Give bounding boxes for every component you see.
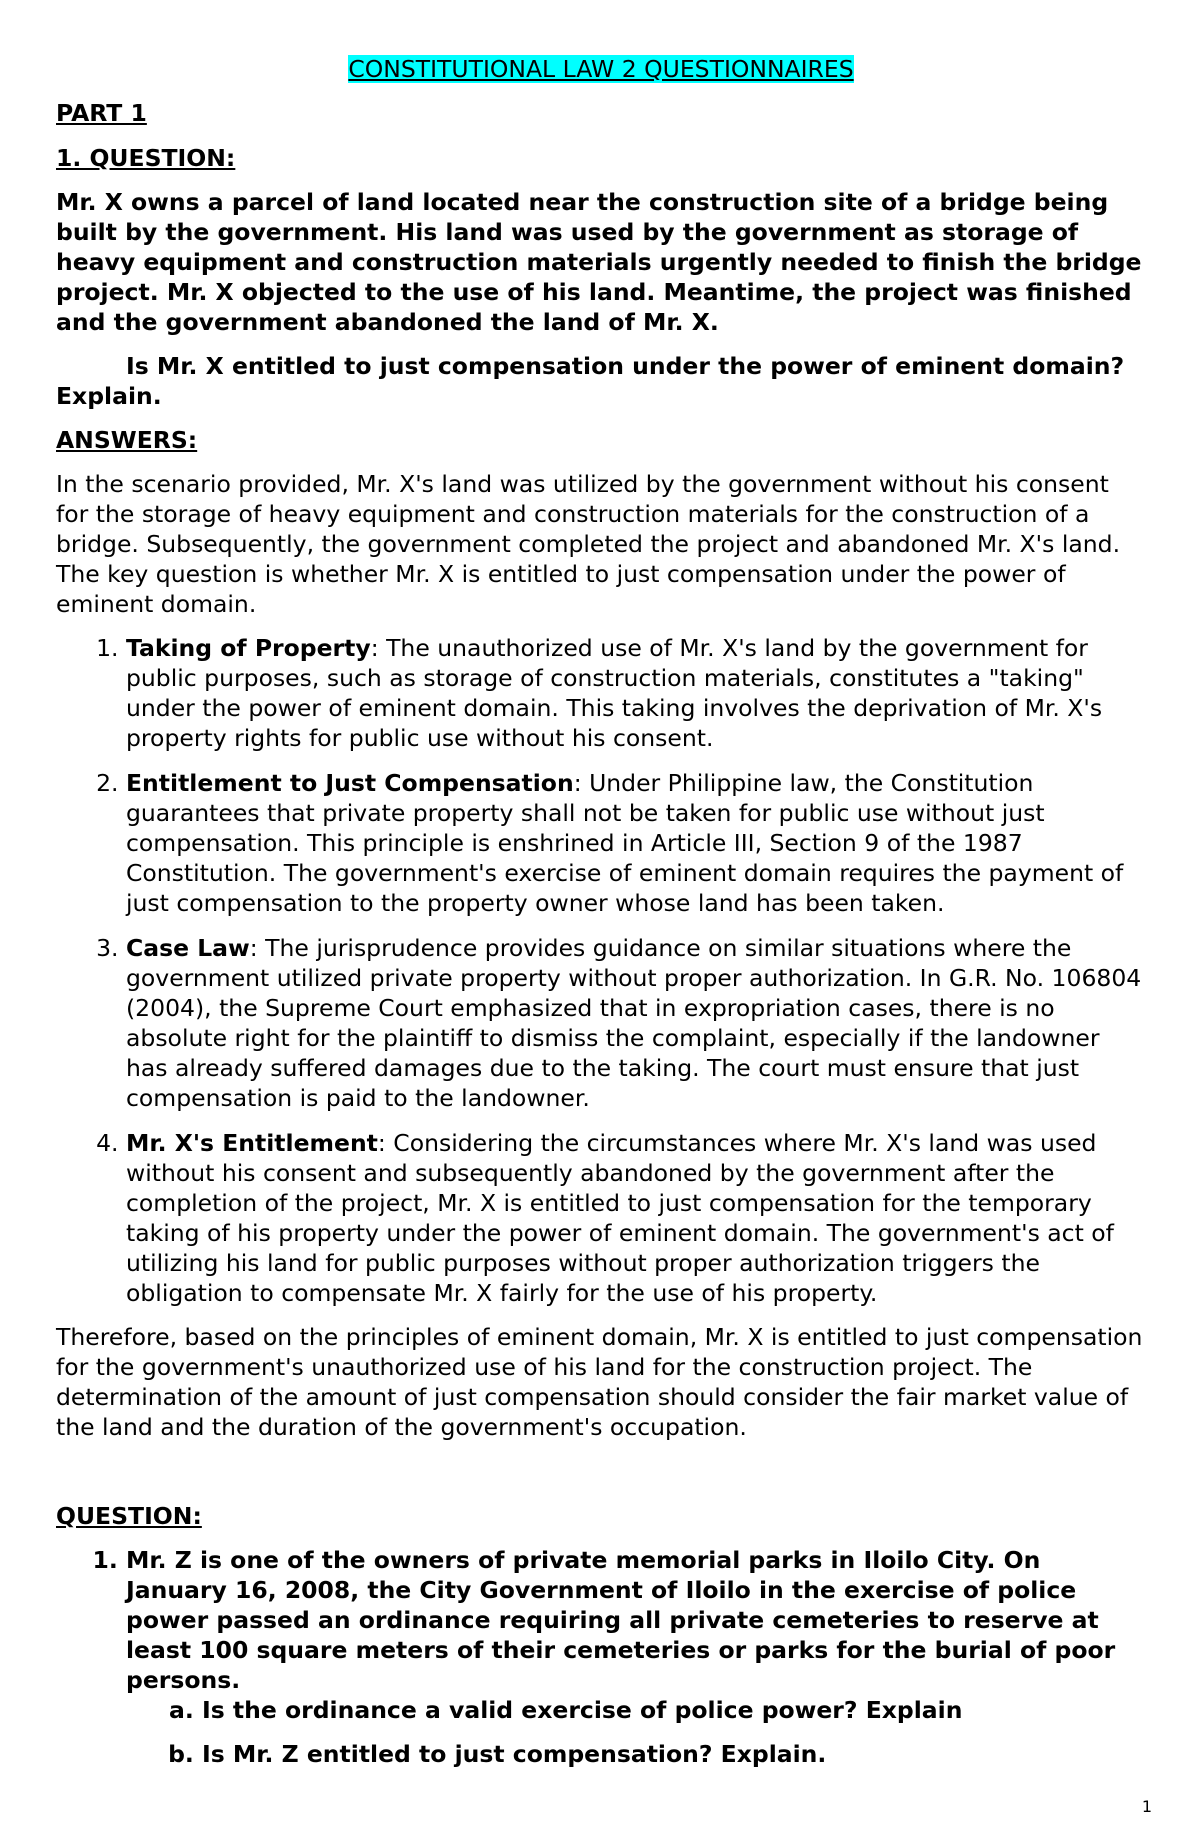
answer-item-title: Entitlement to Just Compensation	[126, 769, 574, 797]
document-page	[56, 54, 1146, 1783]
answer-item-text: : The unauthorized use of Mr. X's land by the government for public purposes, such as storage of construction materials, constitutes a "taking" under the power of eminent domain. This taking involves the deprivation of Mr. X's property rights for public use without his consent.	[126, 634, 1103, 752]
answer-item	[126, 933, 1146, 1113]
answer-item-text: : The jurisprudence provides guidance on similar situations where the government utilized private property without proper authorization. In G.R. No. 106804 (2004), the Supreme Court emphasized that in expropriation cases, there is no absolute right for the plaintiff to dismiss the complaint, especially if the landowner has already suffered damages due to the taking. The court must ensure that just compensation is paid to the landowner.	[126, 934, 1142, 1112]
answer-item-text: : Considering the circumstances where Mr. X's land was used without his consent and subsequently abandoned by the government after the completion of the project, Mr. X is entitled to just compensation for the temporary taking of his property under the power of eminent domain. The government's act of utilizing his land for public purposes without proper authorization triggers the obligation to compensate Mr. X fairly for the use of his property.	[126, 1129, 1114, 1307]
question-1-text: Mr. X owns a parcel of land located near the construction site of a bridge being built by the government. His land was used by the government as storage of heavy equipment and construction materials urgently needed to finish the bridge project. Mr. X objected to the use of his land. Meantime, the project was finished and the government abandoned the land of Mr. X.	[56, 188, 1142, 336]
question-1-ask: Is Mr. X entitled to just compensation under the power of eminent domain? Explain.	[56, 352, 1125, 410]
page-number: 1	[1141, 1797, 1152, 1816]
answer-item-title: Case Law	[126, 934, 250, 962]
document-title: CONSTITUTIONAL LAW 2 QUESTIONNAIRES	[348, 55, 854, 83]
sub-question-a: a. Is the ordinance a valid exercise of police power? Explain	[202, 1695, 1146, 1725]
answer-item-text: : Under Philippine law, the Constitution guarantees that private property shall not be taken for public use without just compensation. This principle is enshrined in Article III, Section 9 of the 1987 Constitution. The government's exercise of eminent domain requires the payment of just compensation to the property owner whose land has been taken.	[126, 769, 1124, 917]
question-2-text: Mr. Z is one of the owners of private memorial parks in Iloilo City. On January 16, 2008, the City Government of Iloilo in the exercise of police power passed an ordinance requiring all private cemeteries to reserve at least 100 square meters of their cemeteries or parks for the burial of poor persons.	[126, 1546, 1116, 1694]
answer-item-title: Mr. X's Entitlement	[126, 1129, 378, 1157]
question-2-list	[56, 1545, 1146, 1769]
sub-question-list	[126, 1695, 1146, 1769]
title-container	[56, 54, 1146, 84]
question-2-heading: QUESTION:	[56, 1502, 202, 1530]
answer-item	[126, 1128, 1146, 1308]
answers-intro: In the scenario provided, Mr. X's land was utilized by the government without his consent for the storage of heavy equipment and construction materials for the construction of a bridge. Subsequently, the government completed the project and abandoned Mr. X's land. The key question is whether Mr. X is entitled to just compensation under the power of eminent domain.	[56, 470, 1121, 618]
answers-list	[56, 633, 1146, 1308]
answer-item-title: Taking of Property	[126, 634, 371, 662]
part-label: PART 1	[56, 99, 147, 127]
answers-heading: ANSWERS:	[56, 426, 198, 454]
sub-question-b: b. Is Mr. Z entitled to just compensation? Explain.	[202, 1739, 1146, 1769]
question-2-item	[126, 1545, 1146, 1769]
answer-item	[126, 633, 1146, 753]
question-1-heading: 1. QUESTION:	[56, 144, 236, 172]
section-spacer	[56, 1456, 1146, 1501]
answer-item	[126, 768, 1146, 918]
answers-conclusion: Therefore, based on the principles of eminent domain, Mr. X is entitled to just compensation for the government's unauthorized use of his land for the construction project. The determination of the amount of just compensation should consider the fair market value of the land and the duration of the government's occupation.	[56, 1323, 1143, 1441]
